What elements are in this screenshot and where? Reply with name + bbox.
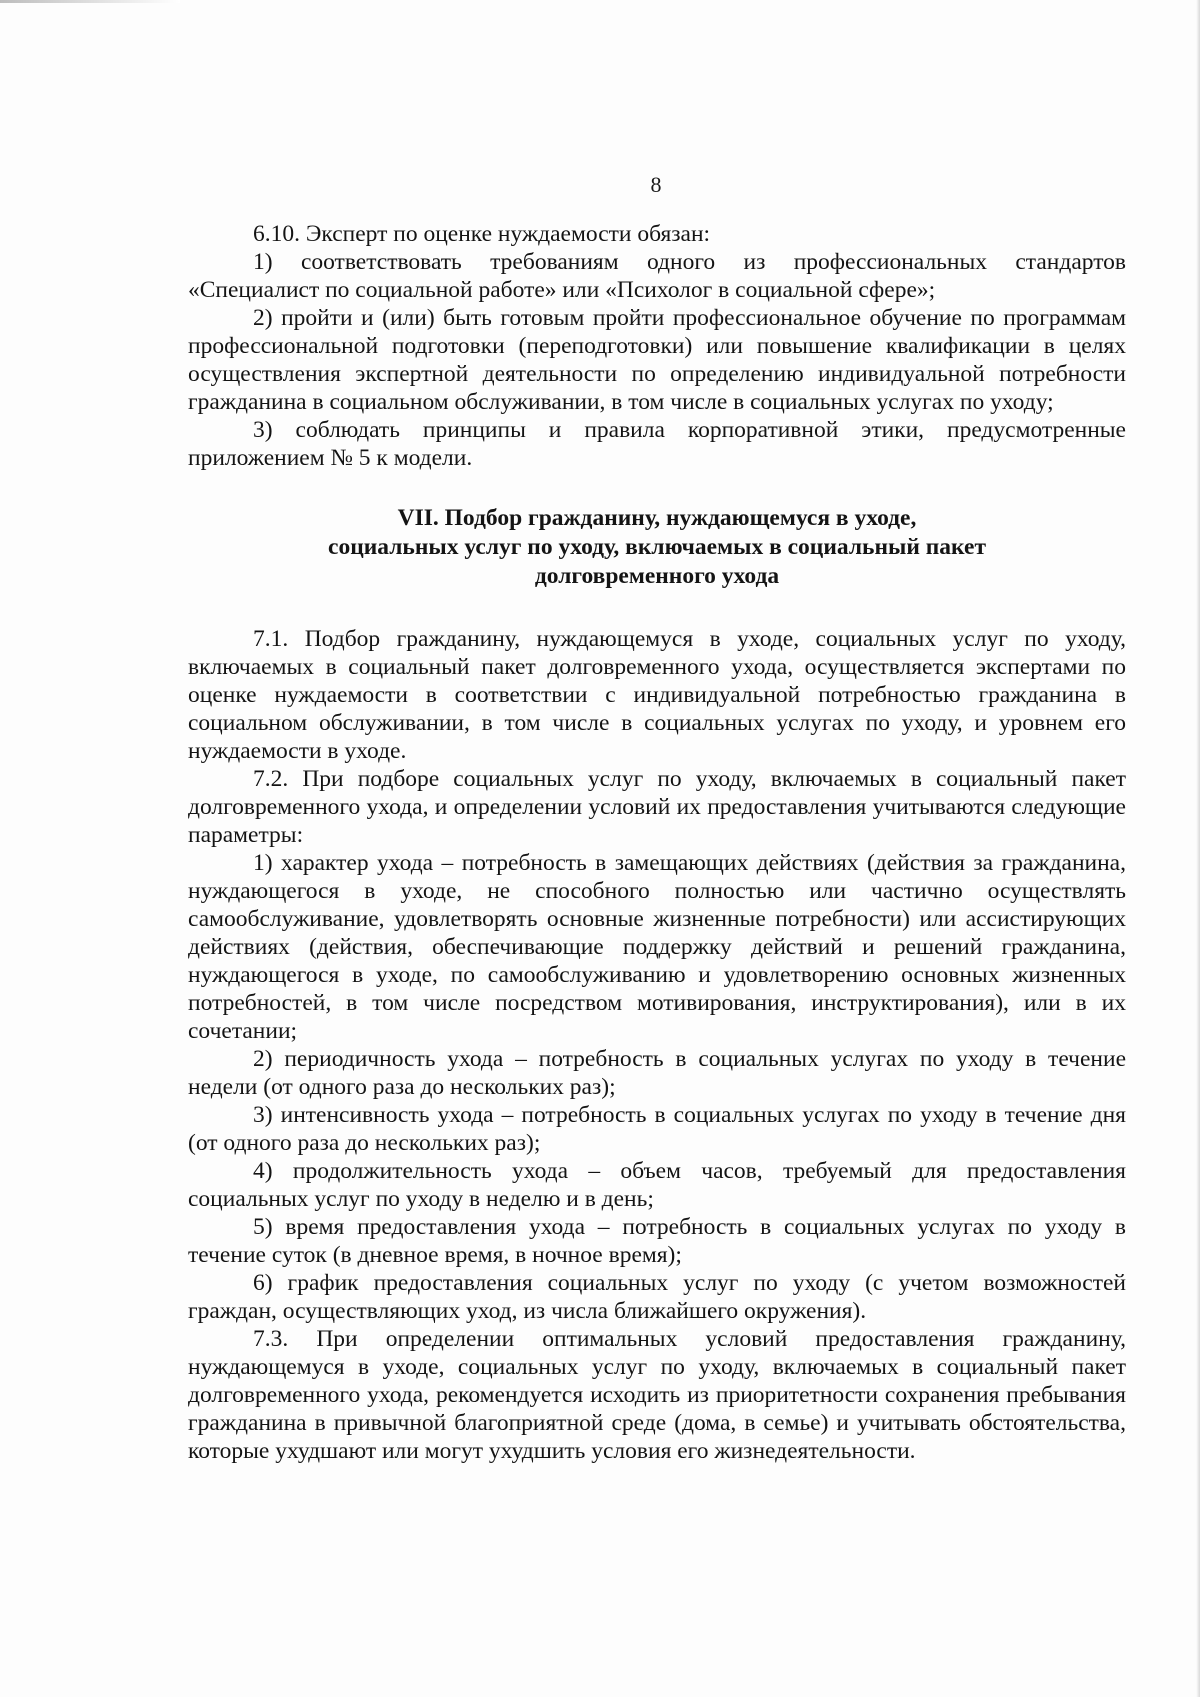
- paragraph-7-2-item-4: 4) продолжительность ухода – объем часов, требуемый для предоставления социальных услуг по уходу в неделю и в день;: [188, 1158, 1126, 1212]
- paragraph-6-10: 6.10. Эксперт по оценке нуждаемости обязан:: [253, 221, 711, 247]
- scan-edge-shadow-right: [1196, 0, 1200, 1697]
- section-7: [188, 625, 1126, 1465]
- heading-line: VII. Подбор гражданину, нуждающемуся в уходе,: [397, 505, 917, 531]
- paragraph-7-2-item-6: 6) график предоставления социальных услуг по уходу (с учетом возможностей граждан, осуществляющих уход, из числа ближайшего окружения).: [188, 1270, 1126, 1324]
- paragraph-6-10-item-3: 3) соблюдать принципы и правила корпоративной этики, предусмотренные приложением № 5 к модели.: [188, 417, 1126, 471]
- paragraph-7-2-item-5: 5) время предоставления ухода – потребность в социальных услугах по уходу в течение суток (в дневное время, в ночное время);: [188, 1214, 1126, 1268]
- page-number: 8: [650, 172, 662, 197]
- paragraph-7-1: 7.1. Подбор гражданину, нуждающемуся в уходе, социальных услуг по уходу, включаемых в социальный пакет долговременного ухода, осуществляется экспертами по оценке нуждаемости в соответствии с индивидуальной потребностью гражданина в социальном обслуживании, в том числе в социальных услугах по уходу, и уровнем его нуждаемости в уходе.: [188, 626, 1126, 764]
- heading-line: социальных услуг по уходу, включаемых в социальный пакет: [328, 534, 986, 560]
- paragraph-7-2-item-1: 1) характер ухода – потребность в замещающих действиях (действия за гражданина, нуждающегося в уходе, не способного полностью или частично осуществлять самообслуживание, удовлетворять основные жизненные потребности) или ассистирующих действиях (действия, обеспечивающие поддержку действий и решений гражданина, нуждающегося в уходе, по самообслуживанию и удовлетворению основных жизненных потребностей, в том числе посредством мотивирования, инструктирования), или в их сочетании;: [188, 850, 1126, 1044]
- section-7-heading: [188, 504, 1126, 591]
- paragraph-7-3: 7.3. При определении оптимальных условий предоставления гражданину, нуждающемуся в уходе, социальных услуг по уходу, включаемых в социальный пакет долговременного ухода, рекомендуется исходить из приоритетности сохранения пребывания гражданина в привычной благоприятной среде (дома, в семье) и учитывать обстоятельства, которые ухудшают или могут ухудшить условия его жизнедеятельности.: [188, 1326, 1126, 1464]
- document-body: [188, 220, 1126, 1465]
- section-6: [188, 220, 1126, 472]
- paragraph-6-10-item-1: 1) соответствовать требованиям одного из профессиональных стандартов «Специалист по социальной работе» или «Психолог в социальной сфере»;: [188, 249, 1126, 303]
- scan-edge-shadow-top: [0, 0, 180, 3]
- paragraph-7-2-item-3: 3) интенсивность ухода – потребность в социальных услугах по уходу в течение дня (от одного раза до нескольких раз);: [188, 1102, 1126, 1156]
- paragraph-7-2-item-2: 2) периодичность ухода – потребность в социальных услугах по уходу в течение недели (от одного раза до нескольких раз);: [188, 1046, 1126, 1100]
- paragraph-7-2: 7.2. При подборе социальных услуг по уходу, включаемых в социальный пакет долговременного ухода, и определении условий их предоставления учитываются следующие параметры:: [188, 766, 1126, 848]
- paragraph-6-10-item-2: 2) пройти и (или) быть готовым пройти профессиональное обучение по программам профессиональной подготовки (переподготовки) или повышение квалификации в целях осуществления экспертной деятельности по определению индивидуальной потребности гражданина в социальном обслуживании, в том числе в социальных услугах по уходу;: [188, 305, 1126, 415]
- heading-line: долговременного ухода: [534, 563, 780, 589]
